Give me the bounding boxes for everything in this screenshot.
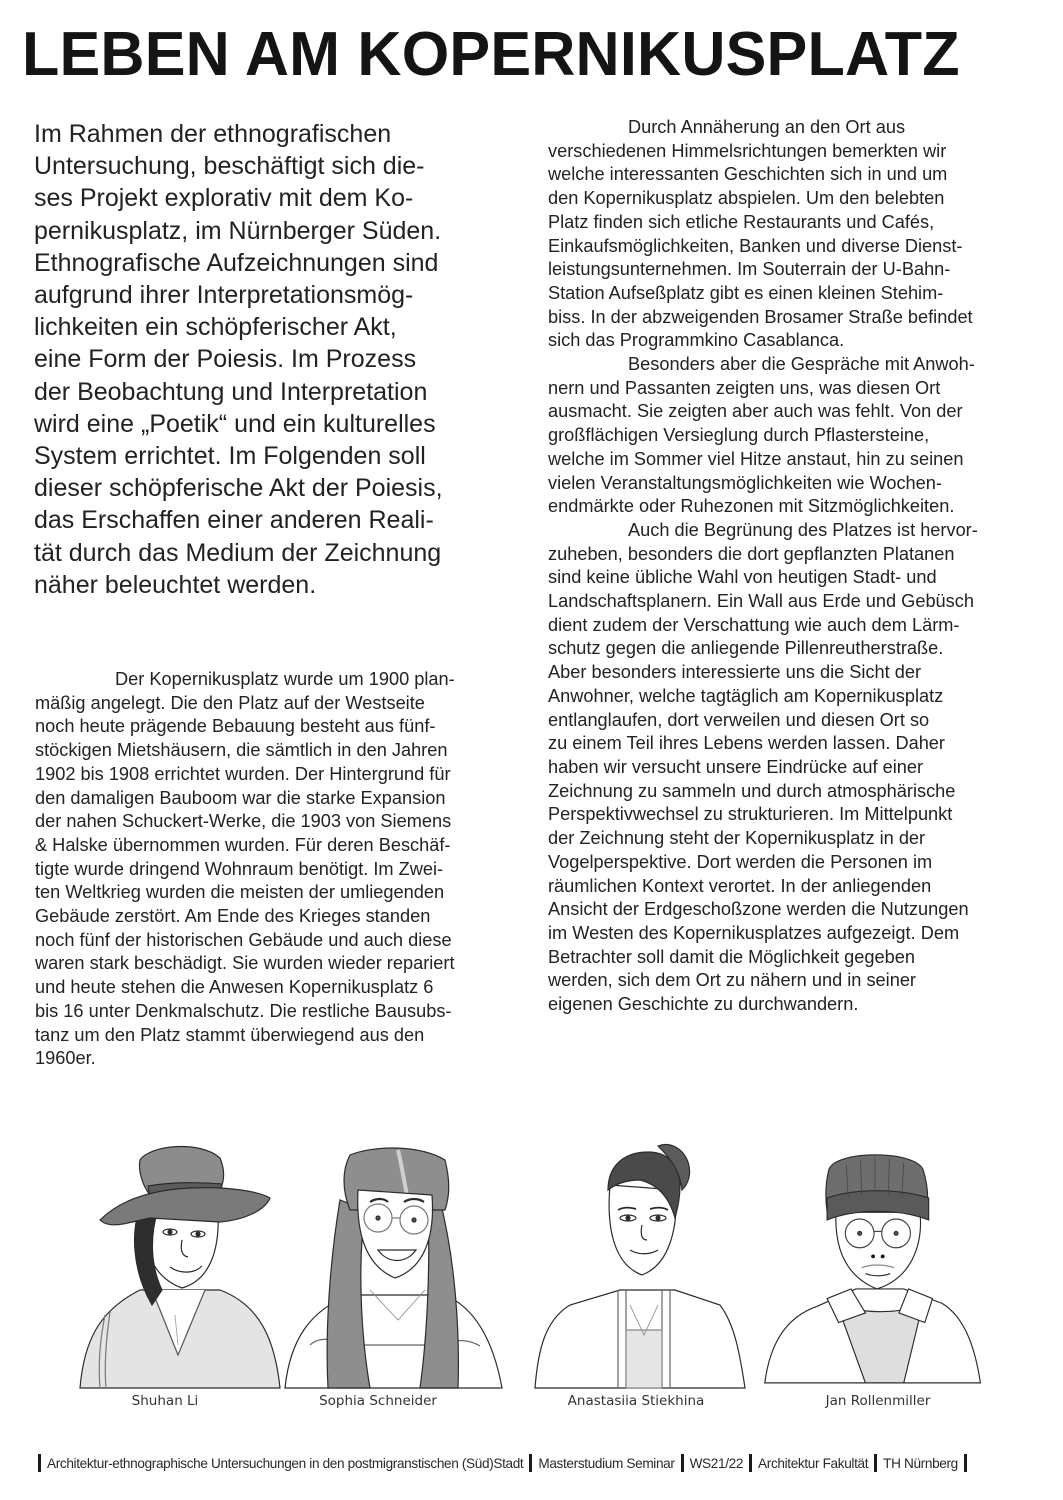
footer-course-title: Architektur-ethnographische Untersuchungen in den postmigranstischen (Süd)Stadt <box>47 1455 524 1471</box>
body-line: ausmacht. Sie zeigten aber auch was fehlt. Von der <box>548 401 963 422</box>
footer-divider <box>749 1454 752 1472</box>
page-footer <box>38 1452 1038 1474</box>
body-line: räumlichen Kontext verortet. In der anliegenden <box>548 875 932 896</box>
body-line: Landschaftsplanern. Ein Wall aus Erde und Gebüsch <box>548 591 974 612</box>
body-line: ten Weltkrieg wurden die meisten der umliegenden <box>35 882 445 903</box>
observation-paragraphs <box>548 116 1038 1017</box>
body-line: 1902 bis 1908 errichtet wurden. Der Hintergrund für <box>35 763 451 784</box>
body-line: mäßig angelegt. Die den Platz auf der Westseite <box>35 692 425 713</box>
body-line: Anwohner, welche tagtäglich am Kopernikusplatz <box>548 685 944 706</box>
body-line: biss. In der abzweigenden Brosamer Straße befindet <box>548 306 973 327</box>
body-line: verschiedenen Himmelsrichtungen bemerkten wir <box>548 140 947 161</box>
lead-line: Untersuchung, beschäftigt sich die- <box>34 152 425 181</box>
body-line: sich das Programmkino Casablanca. <box>548 330 845 351</box>
footer-institution: TH Nürnberg <box>883 1455 958 1471</box>
lead-line: pernikusplatz, im Nürnberger Süden. <box>34 216 442 245</box>
lead-line: das Erschaffen einer anderen Reali- <box>34 506 434 535</box>
author-name: Anastasiia Stiekhina <box>567 1393 705 1409</box>
author-names <box>0 1393 1063 1413</box>
body-line: Vogelperspektive. Dort werden die Personen im <box>548 851 933 872</box>
body-line: noch fünf der historischen Gebäude und auch diese <box>35 929 452 950</box>
body-line: stöckigen Mietshäusern, die sämtlich in den Jahren <box>35 740 448 761</box>
body-line: Station Aufseßplatz gibt es einen kleinen Stehim- <box>548 282 944 303</box>
body-line: entlanglaufen, dort verweilen und diesen Ort so <box>548 709 930 730</box>
portrait-woman-hat-icon <box>70 1140 300 1390</box>
body-line: Zeichnung zu sammeln und durch atmosphärische <box>548 780 956 801</box>
lead-line: näher beleuchtet werden. <box>34 570 317 599</box>
lead-line: System errichtet. Im Folgenden soll <box>34 442 426 471</box>
body-line: vielen Veranstaltungsmöglichkeiten wie Wochen- <box>548 472 942 493</box>
body-line: großflächigen Versieglung durch Pflastersteine, <box>548 425 930 446</box>
portrait-man-beanie-glasses-icon <box>760 1140 990 1390</box>
lead-line: ses Projekt explorativ mit dem Ko- <box>34 184 414 213</box>
author-name: Jan Rollenmiller <box>825 1393 931 1409</box>
footer-divider <box>529 1454 532 1472</box>
page-title: LEBEN AM KOPERNIKUSPLATZ <box>22 20 960 89</box>
body-line: den damaligen Bauboom war die starke Expansion <box>35 787 446 808</box>
body-line: werden, sich dem Ort zu nähern und in seiner <box>548 970 916 991</box>
lead-line: tät durch das Medium der Zeichnung <box>34 538 442 567</box>
body-line: welche im Sommer viel Hitze anstaut, hin zu seinen <box>548 448 964 469</box>
body-line: der nahen Schuckert-Werke, die 1903 von Siemens <box>35 811 452 832</box>
body-line: der Zeichnung steht der Kopernikusplatz in der <box>548 828 926 849</box>
portrait-woman-hair-bun-icon <box>530 1140 760 1390</box>
author-name: Shuhan Li <box>131 1393 199 1409</box>
body-line: & Halske übernommen wurden. Für deren Beschäf- <box>35 834 451 855</box>
body-line: schutz gegen die anliegende Pillenreutherstraße. <box>548 638 944 659</box>
history-paragraph <box>35 668 515 1071</box>
body-line: Ansicht der Erdgeschoßzone werden die Nutzungen <box>548 899 969 920</box>
body-line: welche interessanten Geschichten sich in und um <box>548 164 948 185</box>
body-line: Gebäude zerstört. Am Ende des Krieges standen <box>35 906 431 927</box>
footer-divider <box>874 1454 877 1472</box>
body-line: bis 16 unter Denkmalschutz. Die restliche Bausubs- <box>35 1000 452 1021</box>
body-line: eigenen Geschichte zu durchwandern. <box>548 994 859 1015</box>
body-line: Besonders aber die Gespräche mit Anwoh- <box>628 354 975 375</box>
body-line: im Westen des Kopernikusplatzes aufgezeigt. Dem <box>548 922 960 943</box>
body-line: Platz finden sich etliche Restaurants und Cafés, <box>548 211 935 232</box>
body-line: nern und Passanten zeigten uns, was diesen Ort <box>548 377 941 398</box>
body-line: waren stark beschädigt. Sie wurden wieder repariert <box>35 953 455 974</box>
lead-paragraph <box>34 118 524 601</box>
lead-line: Ethnografische Aufzeichnungen sind <box>34 248 439 277</box>
body-line: tanz um den Platz stammt überwiegend aus den <box>35 1024 425 1045</box>
lead-line: dieser schöpferische Akt der Poiesis, <box>34 474 443 503</box>
body-line: sind keine übliche Wahl von heutigen Stadt- und <box>548 567 937 588</box>
lead-line: eine Form der Poiesis. Im Prozess <box>34 345 417 374</box>
body-line: endmärkte oder Ruhezonen mit Sitzmöglichkeiten. <box>548 496 955 517</box>
body-line: Auch die Begrünung des Platzes ist hervor- <box>628 519 978 540</box>
footer-divider <box>681 1454 684 1472</box>
body-line: Aber besonders interessierte uns die Sicht der <box>548 662 922 683</box>
body-line: Perspektivwechsel zu strukturieren. Im Mittelpunkt <box>548 804 953 825</box>
body-line: dient zudem der Verschattung wie auch dem Lärm- <box>548 614 960 635</box>
body-line: haben wir versucht unsere Eindrücke auf einer <box>548 756 924 777</box>
lead-line: wird eine „Poetik“ und ein kulturelles <box>34 409 436 438</box>
body-line: leistungsunternehmen. Im Souterrain der U-Bahn- <box>548 259 951 280</box>
body-line: 1960er. <box>35 1048 96 1069</box>
body-line: Einkaufsmöglichkeiten, Banken und diverse Dienst- <box>548 235 963 256</box>
lead-line: lichkeiten ein schöpferischer Akt, <box>34 313 397 342</box>
footer-program: Masterstudium Seminar <box>538 1455 675 1471</box>
author-name: Sophia Schneider <box>319 1393 437 1409</box>
lead-line: Im Rahmen der ethnografischen <box>34 120 392 148</box>
body-line: Der Kopernikusplatz wurde um 1900 plan- <box>115 669 455 689</box>
footer-faculty: Architektur Fakultät <box>758 1455 869 1471</box>
body-line: tigte wurde dringend Wohnraum benötigt. Im Zwei- <box>35 858 444 879</box>
footer-semester: WS21/22 <box>689 1455 744 1471</box>
body-line: noch heute prägende Bebauung besteht aus fünf- <box>35 716 436 737</box>
portrait-woman-long-hair-glasses-icon <box>280 1140 510 1390</box>
body-line: zu einem Teil ihres Lebens werden lassen. Daher <box>548 733 945 754</box>
body-line: und heute stehen die Anwesen Kopernikusplatz 6 <box>35 977 434 998</box>
lead-line: der Beobachtung und Interpretation <box>34 377 428 406</box>
body-line: den Kopernikusplatz abspielen. Um den belebten <box>548 188 945 209</box>
body-line: zuheben, besonders die dort gepflanzten Platanen <box>548 543 955 564</box>
footer-divider <box>964 1454 967 1472</box>
lead-line: aufgrund ihrer Interpretationsmög- <box>34 281 414 310</box>
author-portraits <box>70 1140 1000 1390</box>
body-line: Durch Annäherung an den Ort aus <box>628 117 906 137</box>
body-line: Betrachter soll damit die Möglichkeit gegeben <box>548 946 915 967</box>
footer-divider <box>38 1454 41 1472</box>
